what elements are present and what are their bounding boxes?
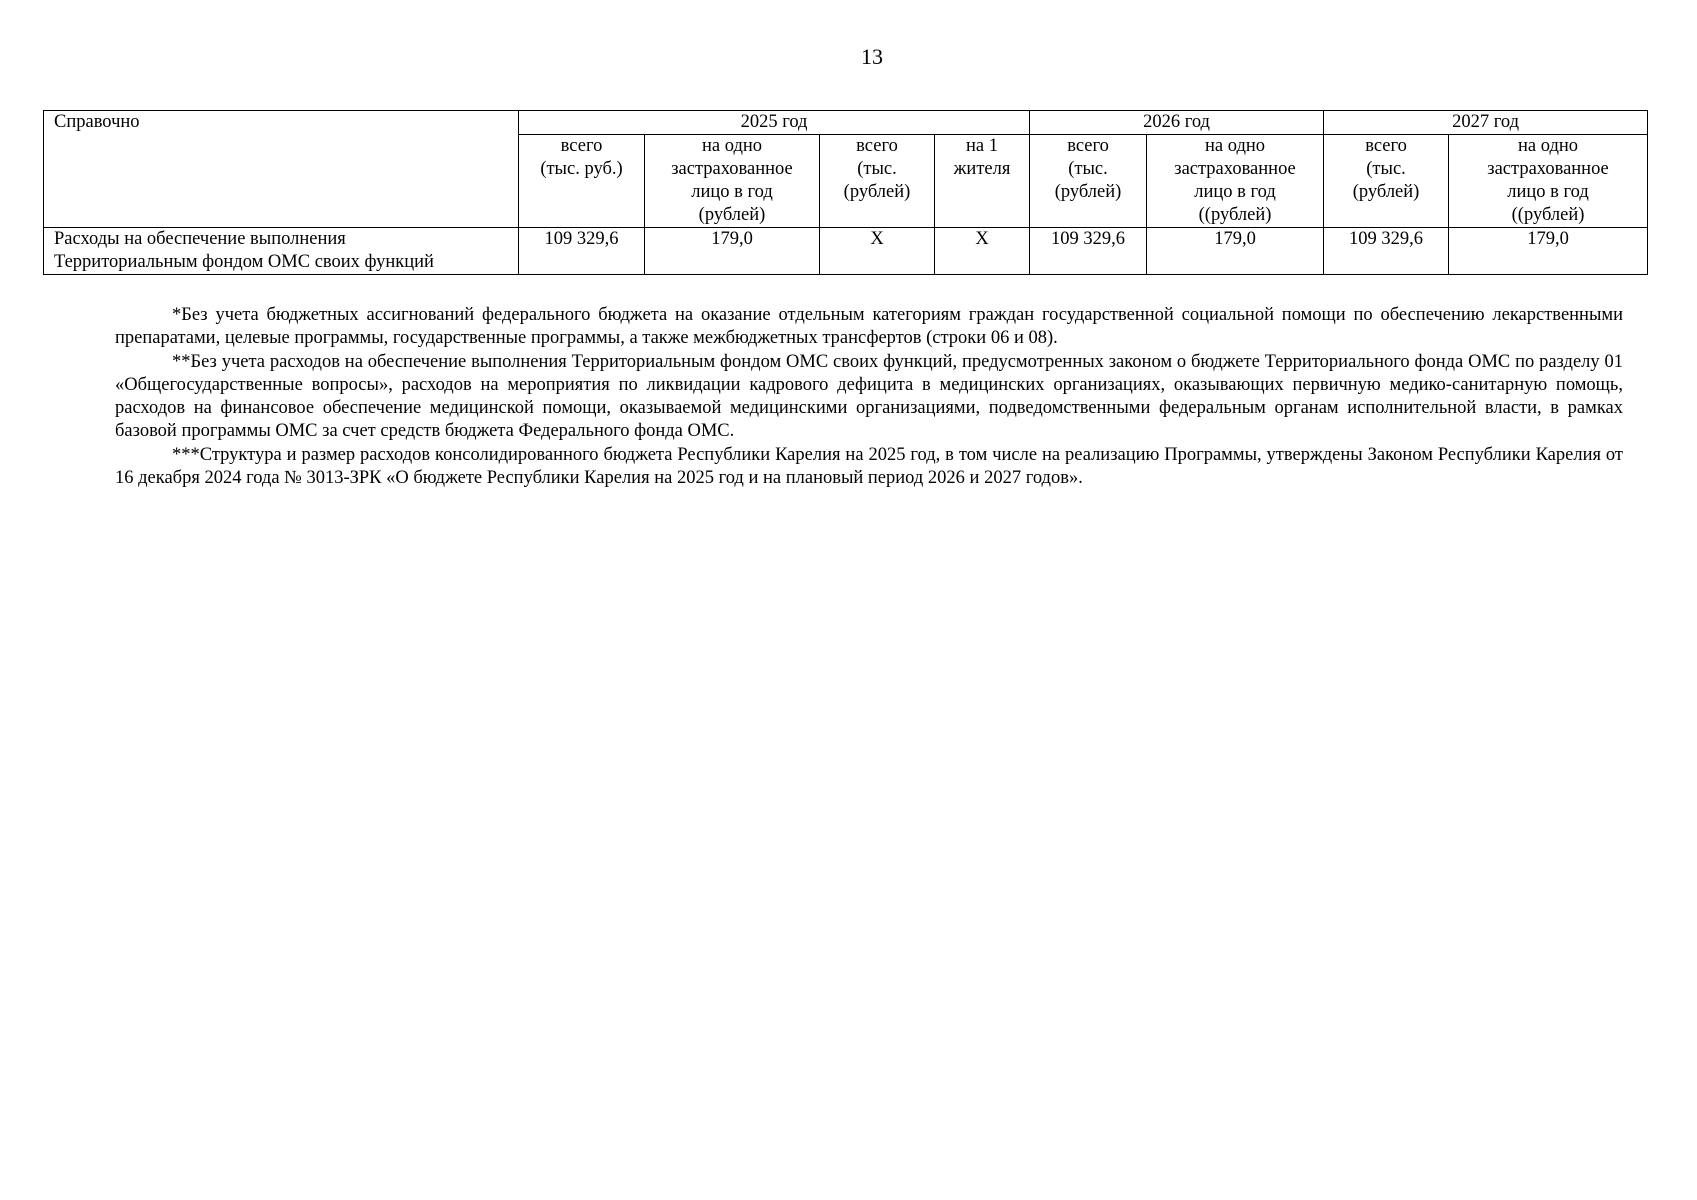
subheader-line: (рублей)	[843, 182, 911, 202]
value-cell: Х	[935, 228, 1030, 275]
subheader-line: застрахованное	[671, 159, 793, 179]
reference-table	[43, 110, 1648, 275]
subheader-cell	[645, 135, 820, 228]
subheader-cell	[935, 135, 1030, 228]
value-cell: 179,0	[1449, 228, 1648, 275]
subheader-line: всего	[560, 136, 603, 156]
value-cell: 109 329,6	[1324, 228, 1449, 275]
subheader-line: застрахованное	[1174, 159, 1296, 179]
subheader-line: (тыс.	[1068, 159, 1108, 179]
subheader-line: всего	[1067, 136, 1109, 156]
subheader-line: (рублей)	[698, 205, 766, 225]
subheader-line: всего	[856, 136, 898, 156]
year-header-2026: 2026 год	[1030, 111, 1324, 135]
subheader-line: ((рублей)	[1198, 205, 1272, 225]
subheader-line: на одно	[701, 136, 763, 156]
footnote-3: ***Структура и размер расходов консолидированного бюджета Республики Карелия на 2025 год, в том числе на реализацию Программы, утверждены Законом Республики Карелия от 16 декабря 2024 года № 3013-ЗРК «О бюджете Республики Карелия на 2025 год и на плановый период 2026 и 2027 годов».	[115, 444, 1623, 489]
subheader-line: (тыс.	[857, 159, 897, 179]
subheader-line: (рублей)	[1352, 182, 1420, 202]
footnotes	[115, 304, 1623, 490]
row-label-line: Расходы на обеспечение выполнения	[54, 229, 346, 249]
subheader-line: жителя	[953, 159, 1011, 179]
page-number: 13	[861, 44, 883, 69]
subheader-line: всего	[1365, 136, 1407, 156]
value-cell: 109 329,6	[519, 228, 645, 275]
subheader-line: на одно	[1518, 136, 1579, 156]
row-label-line: Территориальным фондом ОМС своих функций	[54, 252, 434, 272]
year-header-2027: 2027 год	[1324, 111, 1648, 135]
subheader-cell	[820, 135, 935, 228]
subheader-line: (тыс.	[1366, 159, 1406, 179]
value-cell: Х	[820, 228, 935, 275]
subheader-cell	[519, 135, 645, 228]
row-label	[44, 228, 519, 275]
value-cell: 109 329,6	[1030, 228, 1147, 275]
subheader-line: лицо в год	[1507, 182, 1589, 202]
subheader-cell	[1449, 135, 1648, 228]
corner-label: Справочно	[44, 111, 519, 228]
year-header-row	[44, 111, 1648, 135]
subheader-cell	[1030, 135, 1147, 228]
subheader-line: ((рублей)	[1511, 205, 1585, 225]
subheader-line: на 1	[966, 136, 998, 156]
table-row	[44, 228, 1648, 275]
subheader-line: застрахованное	[1487, 159, 1609, 179]
subheader-cell	[1147, 135, 1324, 228]
subheader-line: на одно	[1205, 136, 1266, 156]
footnote-2: **Без учета расходов на обеспечение выполнения Территориальным фондом ОМС своих функций, предусмотренных законом о бюджете Территориального фонда ОМС по разделу 01 «Общегосударственные вопросы», расходов на мероприятия по ликвидации кадрового дефицита в медицинских организациях, оказывающих первичную медико-санитарную помощь, расходов на финансовое обеспечение медицинской помощи, оказываемой медицинскими организациями, подведомственными федеральным органам исполнительной власти, в рамках базовой программы ОМС за счет средств бюджета Федерального фонда ОМС.	[115, 351, 1623, 442]
subheader-cell	[1324, 135, 1449, 228]
year-header-2025: 2025 год	[519, 111, 1030, 135]
subheader-line: лицо в год	[691, 182, 773, 202]
subheader-line: (тыс. руб.)	[540, 159, 623, 179]
subheader-line: (рублей)	[1054, 182, 1122, 202]
footnote-1: *Без учета бюджетных ассигнований федерального бюджета на оказание отдельным категориям граждан государственной социальной помощи по обеспечению лекарственными препаратами, целевые программы, государственные программы, а также межбюджетных трансфертов (строки 06 и 08).	[115, 305, 1623, 349]
subheader-line: лицо в год	[1194, 182, 1276, 202]
value-cell: 179,0	[645, 228, 820, 275]
value-cell: 179,0	[1147, 228, 1324, 275]
